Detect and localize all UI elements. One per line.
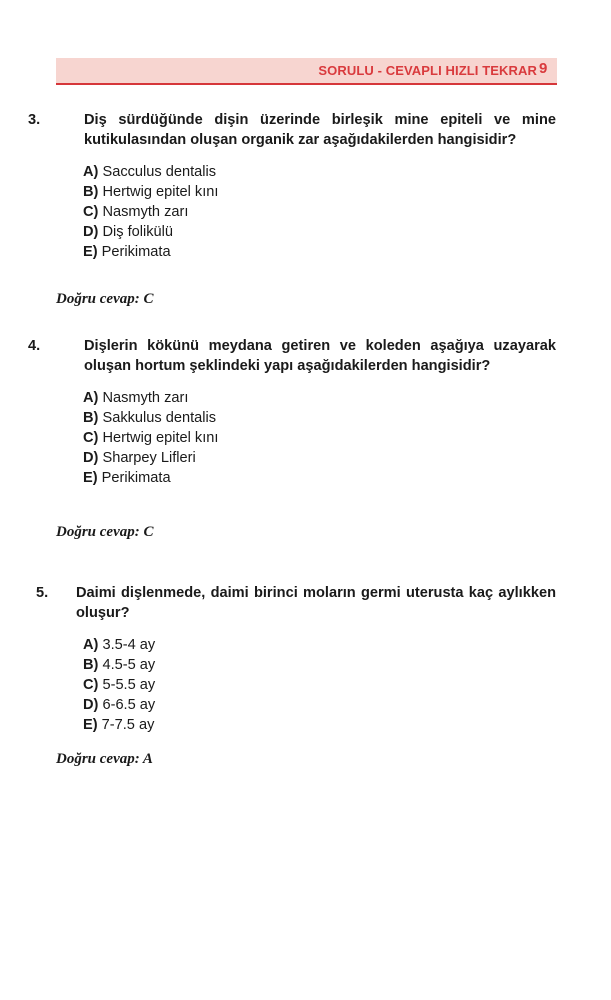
question-number: 5. (36, 585, 49, 601)
option-text: Hertwig epitel kını (102, 430, 219, 446)
question-5 (36, 583, 556, 735)
question-stem: Daimi dişlenmede, daimi birinci moların germi uterusta kaç aylıkken oluşur? (76, 585, 556, 621)
option-list (83, 388, 556, 488)
option-text: 4.5-5 ay (102, 657, 156, 673)
option-text: 3.5-4 ay (102, 637, 156, 653)
option-letter: D) (83, 224, 99, 240)
option-text: 5-5.5 ay (102, 677, 156, 693)
question-number: 4. (28, 338, 41, 354)
option-text: 7-7.5 ay (101, 717, 155, 733)
question-4 (28, 336, 556, 488)
header-rule (56, 83, 557, 85)
option-a (83, 162, 556, 182)
option-text: Nasmyth zarı (102, 204, 189, 220)
option-d (83, 695, 556, 715)
option-letter: E) (83, 244, 98, 260)
option-b (83, 182, 556, 202)
correct-answer-3: Doğru cevap: C (56, 291, 154, 307)
question-text (28, 336, 556, 376)
option-list (83, 635, 556, 735)
option-c (83, 675, 556, 695)
option-text: Sharpey Lifleri (102, 450, 196, 466)
question-text (28, 110, 556, 150)
option-text: Diş folikülü (102, 224, 174, 240)
option-letter: A) (83, 390, 99, 406)
question-stem: Diş sürdüğünde dişin üzerinde birleşik mine epiteli ve mine kutikulasından oluşan organik zar aşağıdakilerden hangisidir? (84, 112, 556, 148)
option-d (83, 222, 556, 242)
option-c (83, 202, 556, 222)
correct-answer-4: Doğru cevap: C (56, 524, 154, 540)
option-letter: B) (83, 184, 99, 200)
correct-answer-5: Doğru cevap: A (56, 751, 153, 767)
option-text: Sacculus dentalis (102, 164, 217, 180)
option-letter: A) (83, 637, 99, 653)
option-a (83, 388, 556, 408)
question-stem: Dişlerin kökünü meydana getiren ve koleden aşağıya uzayarak oluşan hortum şeklindeki yapı aşağıdakilerden hangisidir? (84, 338, 556, 374)
question-3 (28, 110, 556, 262)
option-d (83, 448, 556, 468)
page-number: 9 (539, 60, 548, 77)
option-text: Hertwig epitel kını (102, 184, 219, 200)
option-letter: C) (83, 204, 99, 220)
option-b (83, 655, 556, 675)
option-text: 6-6.5 ay (102, 697, 156, 713)
option-b (83, 408, 556, 428)
question-number: 3. (28, 112, 41, 128)
option-letter: A) (83, 164, 99, 180)
option-letter: E) (83, 470, 98, 486)
option-letter: C) (83, 677, 99, 693)
option-e (83, 242, 556, 262)
option-text: Perikimata (101, 244, 171, 260)
option-letter: E) (83, 717, 98, 733)
option-text: Sakkulus dentalis (102, 410, 217, 426)
option-letter: B) (83, 657, 99, 673)
option-letter: D) (83, 450, 99, 466)
option-list (83, 162, 556, 262)
option-a (83, 635, 556, 655)
option-letter: C) (83, 430, 99, 446)
option-letter: D) (83, 697, 99, 713)
option-text: Nasmyth zarı (102, 390, 189, 406)
option-e (83, 468, 556, 488)
question-text (36, 583, 556, 623)
header-title: SORULU - CEVAPLI HIZLI TEKRAR (318, 63, 537, 78)
option-c (83, 428, 556, 448)
option-e (83, 715, 556, 735)
option-letter: B) (83, 410, 99, 426)
option-text: Perikimata (101, 470, 171, 486)
